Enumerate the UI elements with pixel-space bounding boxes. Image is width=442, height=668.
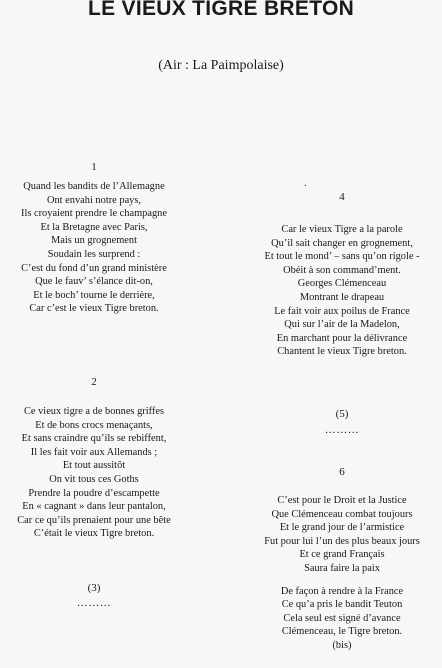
stanza-3-omitted-dots: ……… (76, 597, 112, 609)
stanza-4 (256, 223, 428, 359)
stanza-line: Et le boch’ tourne le derrière, (33, 289, 155, 301)
song-title: LE VIEUX TIGRE BRETON (87, 0, 355, 20)
stanza-5-omitted-dots: ……… (324, 424, 360, 436)
stanza-line: Car c’est le vieux Tigre breton. (29, 303, 159, 315)
stanza-line: C’est pour le Droit et la Justice (277, 495, 407, 506)
stanza-line: Mais un grognement (51, 235, 137, 247)
stanza-line: Chantent le vieux Tigre breton. (277, 346, 407, 358)
stanza-line: Et le grand jour de l’armistice (279, 522, 405, 534)
stanza-line: Il les fait voir aux Allemands ; (30, 446, 158, 458)
stanza-line: Montrant le drapeau (299, 291, 385, 303)
stanza-4-number: 4 (339, 191, 345, 203)
stanza-line: Ce vieux tigre a de bonnes griffes (23, 406, 165, 417)
stanza-line: Prendre la poudre d’escampette (28, 487, 160, 499)
stanza-1-number: 1 (91, 161, 97, 173)
stanza-line: Et la Bretagne avec Paris, (40, 221, 148, 233)
stanza-line: Obéit à son command’ment. (283, 264, 401, 276)
stanza-line: (bis) (332, 639, 352, 651)
stanza-2-number: 2 (91, 376, 97, 388)
stanza-1 (10, 180, 178, 316)
stanza-line: Et tout aussitôt (62, 460, 126, 472)
stanza-6-number: 6 (339, 466, 345, 478)
stanza-line: Et ce grand Français (299, 549, 385, 561)
stanza-5-number: (5) (335, 408, 349, 420)
stanza-6 (256, 494, 428, 653)
stanza-line: Et sans craindre qu’ils se rebiffent, (21, 433, 167, 445)
stanza-line: Que le fauv’ s’élance dit-on, (35, 276, 153, 288)
stanza-line: Quand les bandits de l’Allemagne (23, 181, 165, 192)
stanza-line: Soudain les surprend : (47, 248, 141, 260)
stanza-line: Saura faire la paix (304, 562, 380, 574)
stray-dot: . (304, 178, 307, 189)
stanza-line: C’était le vieux Tigre breton. (33, 528, 155, 540)
stanza-line: En marchant pour la délivrance (276, 332, 408, 344)
stanza-line: Fut pour lui l’un des plus beaux jours (264, 535, 420, 547)
song-subtitle: (Air : La Paimpolaise) (158, 58, 284, 73)
stanza-line: Ce qu’a pris le bandit Teuton (281, 599, 403, 611)
stanza-line: Et tout le mond’ – sans qu’on rigole - (264, 251, 420, 263)
stanza-line: Car ce qu’ils prenaient pour une bête (17, 514, 171, 526)
stanza-line: Cela seul est signé d’avance (283, 612, 401, 624)
stanza-line: Georges Clémenceau (297, 278, 387, 290)
stanza-line: Qui sur l’air de la Madelon, (284, 319, 400, 331)
stanza-2 (10, 405, 178, 541)
stanza-line: C’est du fond d’un grand ministère (21, 262, 167, 274)
stanza-line: Ont envahi notre pays, (46, 194, 142, 206)
stanza-line: Ils croyaient prendre le champagne (21, 208, 167, 220)
stanza-line: Le fait voir aux poilus de France (274, 305, 410, 317)
stanza-line: Que Clémenceau combat toujours (271, 508, 413, 520)
stanza-line: Car le vieux Tigre a la parole (281, 224, 403, 235)
stanza-blank-line (256, 576, 428, 585)
stanza-line: Et de bons crocs menaçants, (35, 419, 153, 431)
stanza-line: Qu’il sait changer en grognement, (271, 237, 413, 249)
stanza-line: On vit tous ces Goths (49, 473, 139, 485)
stanza-line: De façon à rendre à la France (280, 585, 404, 597)
stanza-line: En « cagnant » dans leur pantalon, (22, 501, 166, 513)
stanza-3-number: (3) (87, 582, 101, 594)
stanza-line: Clémenceau, le Tigre breton. (281, 626, 403, 638)
